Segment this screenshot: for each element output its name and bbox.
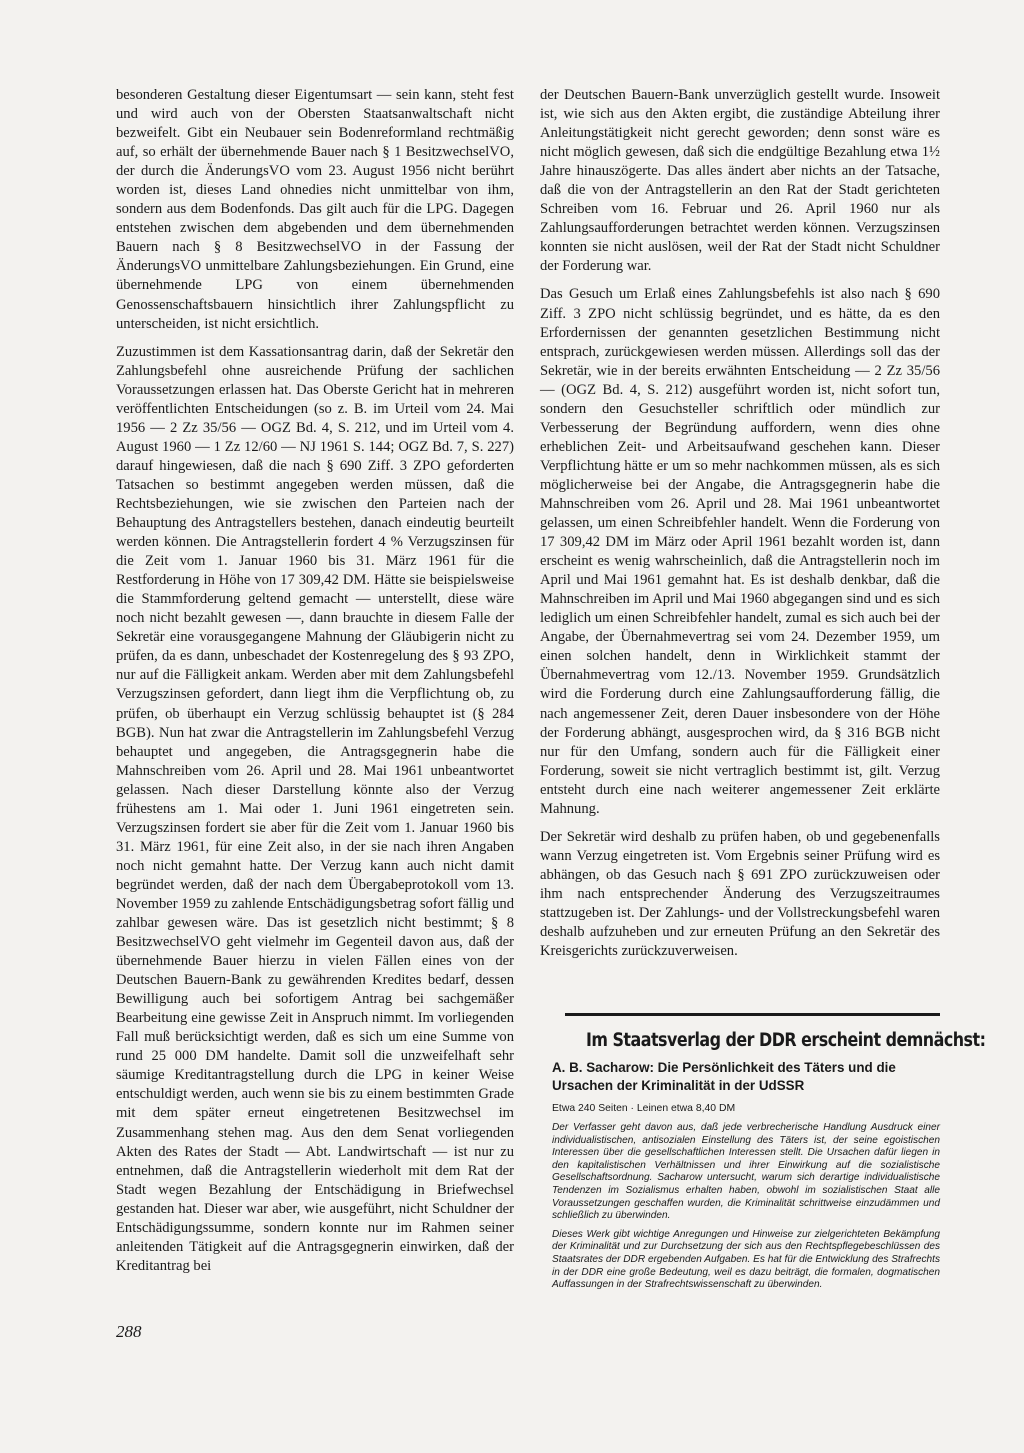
- page-number: 288: [116, 1322, 142, 1341]
- right-text-column: [540, 86, 940, 970]
- advertisement-heading: Im Staatsverlag der DDR erscheint demnächst:: [586, 1030, 986, 1051]
- publisher-advertisement: [540, 1013, 986, 1298]
- body-paragraph: Der Sekretär wird deshalb zu prüfen haben, ob und gegebenenfalls wann Verzug eingetreten ist. Vom Ergebnis seiner Prüfung wird es abhängen, ob das Gesuch nach § 691 ZPO zurückzuweisen oder ihm nach entsprechender Änderung des Verzugszeitraumes stattzugeben ist. Der Zahlungs- und der Vollstreckungsbefehl waren deshalb aufzuheben und zur erneuten Prüfung an den Sekretär des Kreisgerichts zurückzuverweisen.: [540, 828, 940, 960]
- body-paragraph: Zuzustimmen ist dem Kassationsantrag darin, daß der Sekretär den Zahlungsbefehl ohne ausreichende Prüfung der sachlichen Voraussetzungen erlassen hat. Das Oberste Gericht hat in mehreren veröffentlichten Entscheidungen (so z. B. im Urteil vom 24. Mai 1956 — 2 Zz 35/56 — OGZ Bd. 4, S. 212, und im Urteil vom 4. August 1960 — 1 Zz 12/60 — NJ 1961 S. 144; OGZ Bd. 7, S. 227) darauf hingewiesen, daß die nach § 690 Ziff. 3 ZPO geforderten Tatsachen so bestimmt angegeben werden müssen, daß die Rechtsbeziehungen, wie sie zwischen den Parteien nach der Behauptung des Antragstellers bestehen, danach eindeutig beurteilt werden können. Die Antragstellerin fordert 4 % Verzugszinsen für die Zeit vom 1. Januar 1960 bis 31. März 1961 für die Restforderung in Höhe von 17 309,42 DM. Hätte sie beispielsweise die Stammforderung geltend gemacht — unterstellt, diese wäre noch nicht bezahlt gewesen —, dann brauchte in diesem Falle der Sekretär eine vorausgegangene Mahnung der Gläubigerin nicht zu prüfen, da es dann, unbeschadet der Kostenregelung des § 93 ZPO, nur auf die Fälligkeit ankam. Werden aber mit dem Zahlungsbefehl Verzugszinsen gefordert, dann liegt ihm die Verpflichtung ob, zu prüfen, ob überhaupt ein Verzug schlüssig behauptet ist (§ 284 BGB). Nun hat zwar die Antragstellerin im Zahlungsbefehl Verzug behauptet und angegeben, die Antragsgegnerin habe die Mahnschreiben vom 26. April und 28. Mai 1961 unbeantwortet gelassen. Nach dieser Darstellung könnte also der Verzug frühestens am 1. Mai oder 1. Juni 1961 eingetreten sein. Verzugszinsen fordert sie aber für die Zeit vom 1. Januar 1960 bis 31. März 1961, für eine Zeit also, in der sie nach ihren Angaben noch nicht gemahnt hatte. Der Verzug kann auch nicht damit begründet werden, daß der nach dem Übergabeprotokoll vom 13. November 1959 zu zahlende Entschädigungsbetrag sofort fällig und zahlbar gewesen wäre. Das ist gesetzlich nicht bestimmt; § 8 BesitzwechselVO geht vielmehr im Gegenteil davon aus, daß der übernehmende Bauer hierzu in vielen Fällen eines von der Deutschen Bauern-Bank zu gewährenden Kredites bedarf, dessen Bewilligung auch bei sofortigem Antrag bei sachgemäßer Bearbeitung eine gewisse Zeit in Anspruch nimmt. Im vorliegenden Fall muß berücksichtigt werden, daß es sich um eine Summe von rund 25 000 DM handelte. Damit soll die unzweifelhaft sehr säumige Kreditantragstellung durch die LPG in keiner Weise entschuldigt werden, auch wenn sie bis zu einem bestimmten Grade mit dem später erneut eingetretenen Besitzwechsel im Zusammenhang stehen mag. Aus den dem Senat vorliegenden Akten des Rates der Stadt — Abt. Landwirtschaft — ist nur zu entnehmen, daß die Antragstellerin wiederholt mit dem Rat der Stadt wegen Bezahlung der Entschädigung in Briefwechsel gestanden hat. Dieser war aber, wie ausgeführt, nicht Schuldner der Entschädigungssumme, sondern konnte nur im Rahmen seiner anleitenden Tätigkeit auf die Antragsgegnerin einwirken, daß der Kreditantrag bei: [116, 343, 514, 1274]
- body-paragraph: der Deutschen Bauern-Bank unverzüglich gestellt wurde. Insoweit ist, wie sich aus den Akten ergibt, die zuständige Abteilung ihrer Anleitungstätigkeit nicht gerecht geworden; denn sonst wäre es nicht möglich gewesen, daß sich die endgültige Bezahlung etwa 1½ Jahre hinauszögerte. Das alles ändert aber nichts an der Tatsache, daß die von der Antragstellerin an den Rat der Stadt gerichteten Schreiben vom 16. Februar und 26. April 1960 nur als Zahlungsaufforderungen betrachtet werden können. Verzugszinsen konnten sie nicht auslösen, weil der Rat der Stadt nicht Schuldner der Forderung war.: [540, 87, 940, 275]
- book-description: Dieses Werk gibt wichtige Anregungen und Hinweise zur zielgerichteten Bekämpfung der Kriminalität und zur Durchsetzung der sich aus den Rechtspflegebeschlüssen des Staatsrates der DDR ergebenden Aufgaben. Es hat für die Entwicklung des Strafrechts in der DDR eine große Bedeutung, weil es dazu beiträgt, die formalen, dogmatischen Auffassungen in der Strafrechtswissenschaft zu überwinden.: [552, 1228, 940, 1291]
- body-paragraph: besonderen Gestaltung dieser Eigentumsart — sein kann, steht fest und wird auch von der Obersten Staatsanwaltschaft nicht bezweifelt. Gibt ein Neubauer sein Bodenreformland rechtmäßig auf, so erhält der übernehmende Bauer nach § 1 BesitzwechselVO, der durch die ÄnderungsVO vom 23. August 1956 nicht berührt worden ist, dieses Land ohnedies nicht unmittelbar von ihm, sondern aus dem Bodenfonds. Das gilt auch für die LPG. Dagegen entstehen zwischen dem abgebenden und dem übernehmenden Bauern nach § 8 BesitzwechselVO in der Fassung der ÄnderungsVO unmittelbare Zahlungsbeziehungen. Ein Grund, eine übernehmende LPG von einem übernehmenden Genossenschaftsbauern hinsichtlich ihrer Zahlungspflicht zu unterscheiden, ist nicht ersichtlich.: [116, 87, 514, 332]
- book-meta: Etwa 240 Seiten · Leinen etwa 8,40 DM: [552, 1103, 736, 1114]
- advertisement-rule: [565, 1013, 940, 1016]
- left-text-column: [116, 86, 514, 1285]
- book-description: Der Verfasser geht davon aus, daß jede verbrecherische Handlung Ausdruck einer individualistischen, antisozialen Einstellung des Täters ist, der seine egoistischen Interessen über die gesellschaftlichen Interessen stellt. Die Ursachen dafür liegen in den kapitalistischen Verhältnissen und ihrer Einwirkung auf die sozialistische Gesellschaftsordnung. Sacharow untersucht, warum sich derartige individualistische Tendenzen im Sozialismus erhalten haben, obwohl im sozialistischen Staat alle Voraussetzungen geschaffen wurden, die Kriminalität schrittweise einzudämmen und schließlich zu überwinden.: [552, 1122, 940, 1222]
- body-paragraph: Das Gesuch um Erlaß eines Zahlungsbefehls ist also nach § 690 Ziff. 3 ZPO nicht schlüssig begründet, und es hätte, da es den Erfordernissen der genannten gesetzlichen Bestimmung nicht entsprach, zurückgewiesen werden müssen. Allerdings soll das der Sekretär, wie in der bereits erwähnten Entscheidung — 2 Zz 35/56 — (OGZ Bd. 4, S. 212) ausgeführt worden ist, nicht sofort tun, sondern den Gesuchsteller schriftlich oder mündlich zur Verbesserung der Begründung auffordern, wenn dies ohne erheblichen Zeit- und Arbeitsaufwand geschehen kann. Dieser Verpflichtung hätte er um so mehr nachkommen müssen, als es sich möglicherweise bei der Angabe, die Antragsgegnerin habe die Mahnschreiben vom 26. April und 28. Mai 1961 unbeantwortet gelassen, um einen Schreibfehler handelt. Wenn die Forderung von 17 309,42 DM im März oder April 1961 bezahlt worden ist, dann erscheint es wenig wahrscheinlich, daß die Antragstellerin noch im April und Mai 1961 gemahnt hat. Es ist deshalb denkbar, daß die Mahnschreiben im April und Mai 1960 abgegangen sind und es sich lediglich um einen Schreibfehler handelt, zumal es sich auch bei der Angabe, der Übernahmevertrag sei vom 24. Dezember 1959, um einen solchen handelt, denn in Wirklichkeit stammt der Übernahmevertrag vom 12./13. November 1959. Grundsätzlich wird die Forderung durch eine Zahlungsaufforderung fällig, die nach angemessener Zeit, deren Dauer insbesondere von der Höhe der Forderung abhängt, ausgesprochen wird, da § 316 BGB nicht nur für den Umfang, sondern auch für die Fälligkeit einer Forderung, soweit sie nicht vertraglich bestimmt ist, gilt. Verzug entsteht durch eine nach weiterer angemessener Zeit erklärte Mahnung.: [540, 286, 940, 817]
- book-title: A. B. Sacharow: Die Persönlichkeit des Täters und die Ursachen der Kriminalität in der UdSSR: [552, 1060, 896, 1093]
